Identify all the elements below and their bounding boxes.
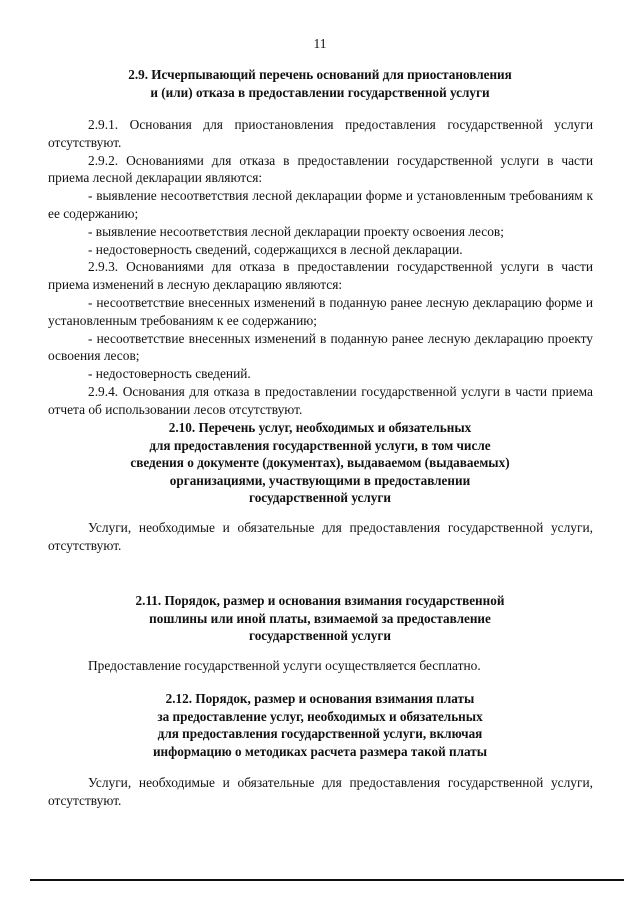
heading-line: государственной услуги <box>249 490 391 505</box>
section-2-10-heading <box>70 419 570 507</box>
paragraph: - несоответствие внесенных изменений в поданную ранее лесную декларацию проекту освоения лесов; <box>48 330 593 364</box>
heading-line: для предоставления государственной услуги, в том числе <box>149 437 491 453</box>
paragraph: 2.9.3. Основаниями для отказа в предоставлении государственной услуги в части приема изменений в лесную декларацию являются: <box>48 259 593 293</box>
heading-line: 2.11. Порядок, размер и основания взимания государственной <box>135 593 505 608</box>
heading-line: 2.10. Перечень услуг, необходимых и обязательных <box>168 420 472 435</box>
paragraph: - несоответствие внесенных изменений в поданную ранее лесную декларацию форме и установленным требованиям к ее содержанию; <box>48 294 593 328</box>
section-2-10-body <box>48 519 593 555</box>
section-2-9-body <box>48 116 593 419</box>
bottom-rule <box>30 879 624 881</box>
paragraph: Услуги, необходимые и обязательные для предоставления государственной услуги, отсутствуют. <box>48 520 593 553</box>
heading-line: 2.9. Исчерпывающий перечень оснований для приостановления <box>128 67 512 82</box>
heading-line: 2.12. Порядок, размер и основания взимания платы <box>165 691 475 706</box>
section-2-11-heading <box>70 592 570 645</box>
heading-line: организациями, участвующими в предоставлении <box>169 472 471 488</box>
heading-line: за предоставление услуг, необходимых и обязательных <box>157 708 483 724</box>
section-2-11-body <box>48 657 593 675</box>
heading-line: информацию о методиках расчета размера такой платы <box>152 743 488 759</box>
paragraph: 2.9.2. Основаниями для отказа в предоставлении государственной услуги в части приема лесной декларации являются: <box>48 152 593 186</box>
paragraph: - недостоверность сведений. <box>88 366 251 382</box>
heading-line: для предоставления государственной услуги, включая <box>157 726 483 741</box>
paragraph: Услуги, необходимые и обязательные для предоставления государственной услуги, отсутствуют. <box>48 775 593 808</box>
paragraph: - выявление несоответствия лесной декларации форме и установленным требованиям к ее содержанию; <box>48 188 593 221</box>
section-2-12-body <box>48 774 593 810</box>
page-number: 11 <box>313 36 327 51</box>
heading-line: государственной услуги <box>249 628 391 643</box>
heading-line: и (или) отказа в предоставлении государственной услуги <box>150 84 490 100</box>
paragraph: 2.9.1. Основания для приостановления предоставления государственной услуги отсутствуют. <box>48 117 593 150</box>
heading-line: сведения о документе (документах), выдаваемом (выдаваемых) <box>130 455 510 470</box>
paragraph: - недостоверность сведений, содержащихся в лесной декларации. <box>88 241 463 257</box>
heading-line: пошлины или иной платы, взимаемой за предоставление <box>149 610 491 626</box>
section-2-12-heading <box>70 690 570 760</box>
paragraph: 2.9.4. Основания для отказа в предоставлении государственной услуги в части приема отчета об использовании лесов отсутствуют. <box>48 383 593 417</box>
paragraph: - выявление несоответствия лесной декларации проекту освоения лесов; <box>88 223 504 239</box>
section-2-9-heading <box>70 66 570 101</box>
paragraph: Предоставление государственной услуги осуществляется бесплатно. <box>88 658 481 673</box>
